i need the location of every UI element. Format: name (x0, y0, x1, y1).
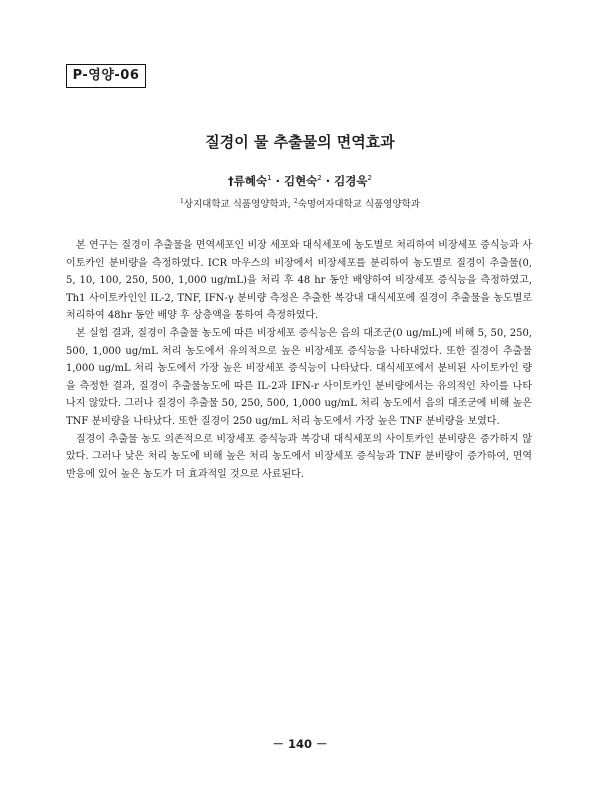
abstract-paragraph: 본 연구는 질경이 추출물을 면역세포인 비장 세포와 대식세포에 농도별로 처리하여 비장세포 증식능과 사이토카인 분비량을 측정하였다. ICR 마우스의 비장에서 비장세포를 분리하여 농도별로 질경이 추출물(0, 5, 10, 100, 250, 500, 1,000 ug/mL)을 처리 후 48 hr 동안 배양하여 비장세포 증식능을 측정하였고, Th1 사이토카인인 IL-2, TNF, IFN-γ 분비량 측정은 추출한 복강내 대식세포에 질경이 추출물을 농도별로 처리하여 48hr 동안 배양 후 상층액을 통하여 측정하였다. (66, 240, 532, 322)
author-affiliation-mark: 1 (267, 174, 272, 183)
author-name: 김경욱 (334, 174, 368, 188)
author-affiliation-mark: 2 (317, 174, 322, 183)
paper-title: 질경이 물 추출물의 면역효과 (205, 133, 395, 151)
author-name: 김현숙 (283, 174, 318, 188)
session-code-box: P-영양-06 (66, 64, 146, 88)
abstract-paragraph: 질경이 추출물 농도 의존적으로 비장세포 증식능과 복강내 대식세포의 사이토카인 분비량은 증가하지 않았다. 그러나 낮은 처리 농도에 비해 높은 처리 농도에서 비장세포 증식능과 TNF 분비량이 증가하여, 면역반응에 있어 높은 농도가 더 효과적일 것으로 사료된다. (66, 433, 532, 480)
affiliation-text: 숙명여자대학교 식품영양학과 (297, 199, 420, 210)
affiliation-text: 상지대학교 식품영양학과, (183, 199, 291, 210)
affiliation-mark: 2 (293, 197, 298, 205)
abstract-paragraph: 본 실험 결과, 질경이 추출물 농도에 따른 비장세포 증식능은 음의 대조군(0 ug/mL)에 비해 5, 50, 250, 500, 1,000 ug/mL 처리 농도에서 유의적으로 높은 비장세포 증식능을 나타내었다. 또한 질경이 추출물 1,000 ug/mL 처리 농도에서 가장 높은 비장세포 증식능이 나타났다. 대식세포에서 분비된 사이토카인 량을 측정한 결과, 질경이 추출물농도에 따른 IL-2과 IFN-r 사이토카인 분비량에서는 유의적인 차이를 나타나지 않았다. 그러나 질경이 추출물 50, 250, 500, 1,000 ug/mL 처리 농도에서 음의 대조군에 비해 높은 TNF 분비량을 나타났다. 또한 질경이 250 ug/mL 처리 농도에서 가장 높은 TNF 분비량을 보였다. (66, 327, 532, 427)
affiliation-line (0, 196, 600, 210)
abstract-body (66, 237, 532, 483)
author-separator: · (275, 174, 280, 188)
author-separator: · (325, 174, 331, 188)
page-number: － 140 － (272, 737, 328, 751)
author-name: 류혜숙 (233, 174, 268, 188)
affiliation-mark: 1 (179, 197, 184, 205)
author-affiliation-mark: 2 (367, 174, 372, 183)
corresponding-mark: † (228, 174, 234, 188)
author-line (0, 173, 600, 189)
